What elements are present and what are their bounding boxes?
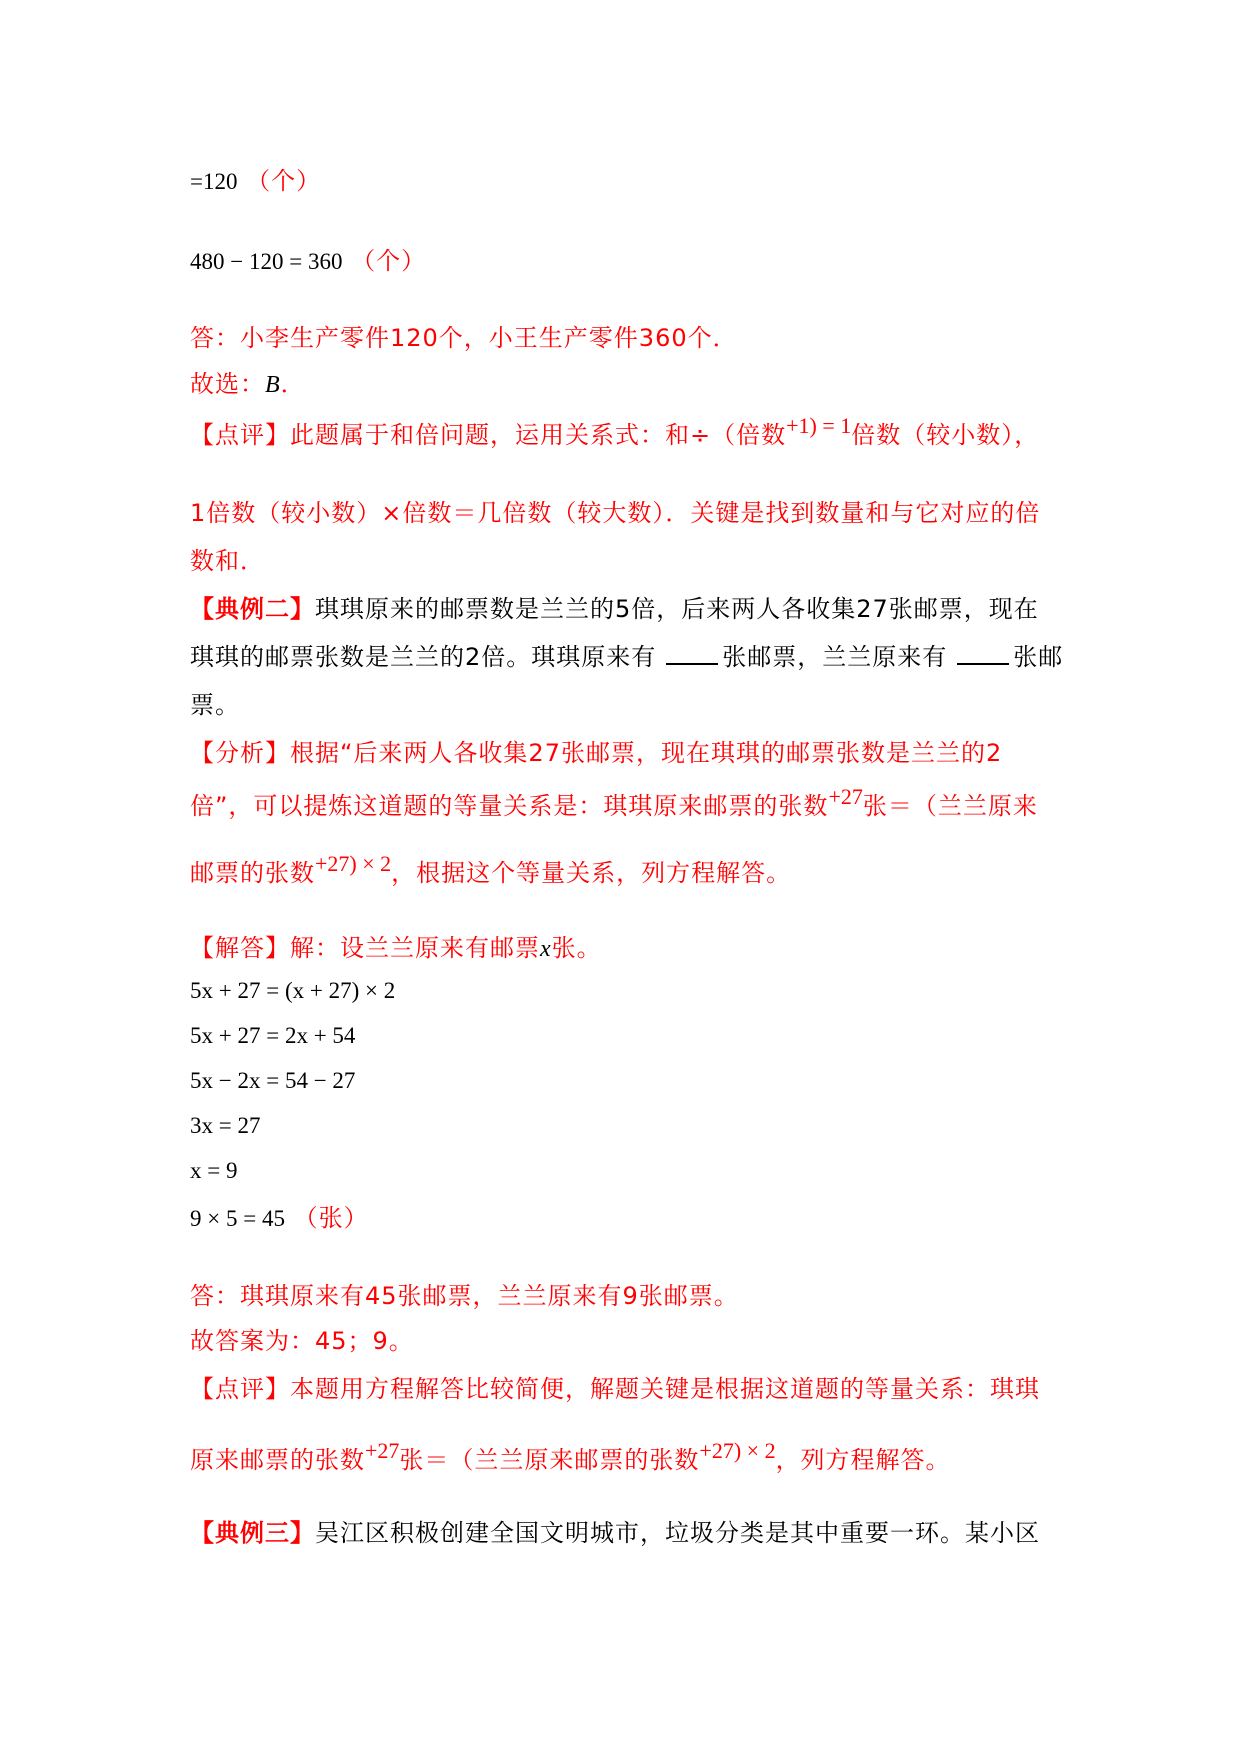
example2-question-line-3: 票。 (190, 691, 240, 719)
calc-expression: 480 − 120 = 360 (190, 249, 343, 274)
example2-analysis-line-3: 邮票的张数+27) × 2，根据这个等量关系，列方程解答。 (190, 851, 792, 887)
final-calc-line: 9 × 5 = 45 （张） (190, 1204, 369, 1232)
example1-review-line-1: 【点评】此题属于和倍问题，运用关系式：和÷（倍数+1) = 1倍数（较小数）， (190, 413, 1040, 449)
answer-blank-1 (666, 643, 718, 665)
choice-value: B (265, 372, 281, 398)
equation-line: 3x = 27 (190, 1113, 261, 1138)
example1-answer: 答：小李生产零件120个，小王生产零件360个． (190, 324, 738, 352)
example2-review-line-2: 原来邮票的张数+27张＝（兰兰原来邮票的张数+27) × 2，列方程解答。 (190, 1438, 951, 1474)
example1-choice: 故选：B． (190, 370, 306, 398)
example2-question-line-2: 琪琪的邮票张数是兰兰的2倍。琪琪原来有 张邮票，兰兰原来有 张邮 (190, 643, 1064, 671)
example3-question-line-1: 【典例三】吴江区积极创建全国文明城市，垃圾分类是其中重要一环。某小区 (190, 1519, 1040, 1547)
calc-expression: =120 (190, 169, 238, 194)
calc-line-1 (190, 166, 321, 197)
example3-tag: 【典例三】 (190, 1519, 315, 1547)
answer-blank-2 (957, 643, 1009, 665)
example2-analysis-line-2: 倍”，可以提炼这道题的等量关系是：琪琪原来邮票的张数+27张＝（兰兰原来 (190, 784, 1038, 820)
equation-line: 5x + 27 = 2x + 54 (190, 1023, 356, 1048)
calc-line-2 (190, 246, 426, 277)
example2-analysis-line-1: 【分析】根据“后来两人各收集27张邮票，现在琪琪的邮票张数是兰兰的2 (190, 739, 1003, 767)
example2-solution-intro: 【解答】解：设兰兰原来有邮票x张。 (190, 934, 602, 962)
calc-unit: （个） (351, 247, 427, 275)
equation-line: x = 9 (190, 1158, 238, 1183)
example2-tag: 【典例二】 (190, 595, 315, 623)
example1-review-line-3: 数和． (190, 547, 265, 575)
equation-line: 5x − 2x = 54 − 27 (190, 1068, 356, 1093)
example2-review-line-1: 【点评】本题用方程解答比较简便，解题关键是根据这道题的等量关系：琪琪 (190, 1375, 1040, 1403)
calc-unit: （个） (246, 167, 322, 195)
example2-answer-fill: 故答案为：45；9。 (190, 1327, 414, 1355)
equation-line: 5x + 27 = (x + 27) × 2 (190, 978, 396, 1003)
example2-answer: 答：琪琪原来有45张邮票，兰兰原来有9张邮票。 (190, 1282, 739, 1310)
example1-review-line-2: 1倍数（较小数）×倍数＝几倍数（较大数）．关键是找到数量和与它对应的倍 (190, 499, 1041, 527)
example2-question-line-1: 【典例二】琪琪原来的邮票数是兰兰的5倍，后来两人各收集27张邮票，现在 (190, 595, 1039, 623)
